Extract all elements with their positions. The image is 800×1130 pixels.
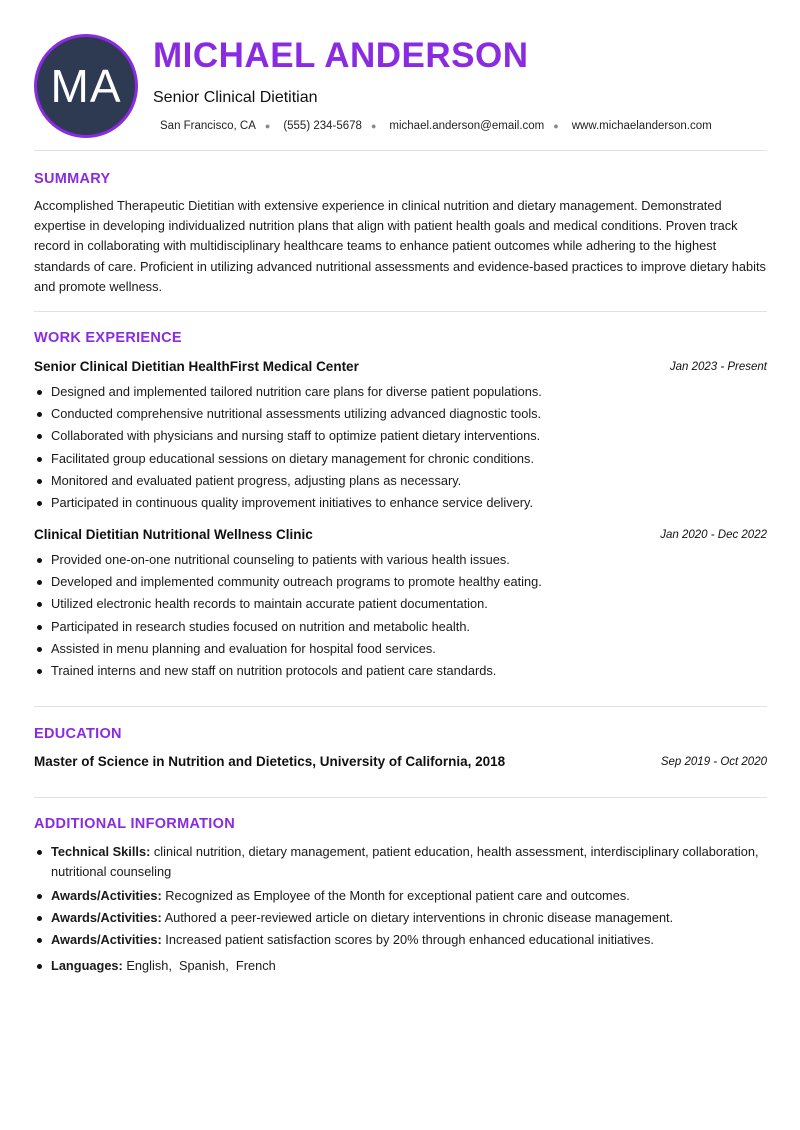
- contact-email[interactable]: michael.anderson@email.com: [389, 120, 545, 132]
- summary-text: Accomplished Therapeutic Dietitian with extensive experience in clinical nutrition and dietary management. Demonstrated expertise in developing individualized nutrition plans that align with patient health goals and medical conditions. Proven track record in collaborating with multidisciplinary healthcare teams to enhance patient outcomes while adhering to the highest standards of care. Proficient in utilizing advanced nutritional assessments and evidence-based practices to improve dietary habits and promote wellness.: [34, 198, 766, 294]
- contact-location: San Francisco, CA: [160, 120, 256, 132]
- list-item: Trained interns and new staff on nutrition protocols and patient care standards.: [34, 660, 769, 682]
- education-heading: EDUCATION: [34, 726, 122, 742]
- list-item: Utilized electronic health records to maintain accurate patient documentation.: [34, 593, 769, 615]
- list-item: Developed and implemented community outreach programs to promote healthy eating.: [34, 571, 769, 593]
- candidate-name: MICHAEL ANDERSON: [153, 36, 529, 75]
- list-item: Assisted in menu planning and evaluation for hospital food services.: [34, 638, 769, 660]
- separator-dot-icon: ●: [264, 121, 271, 131]
- item-text: Increased patient satisfaction scores by 20% through enhanced educational initiatives.: [161, 932, 654, 947]
- job-bullets: [34, 381, 769, 514]
- item-label: Awards/Activities:: [51, 910, 162, 925]
- divider: [34, 797, 767, 798]
- list-item: [34, 886, 769, 906]
- job-header: [34, 527, 767, 545]
- divider: [34, 150, 767, 151]
- education-dates: Sep 2019 - Oct 2020: [660, 756, 767, 768]
- item-label: Languages:: [51, 958, 123, 973]
- item-label: Technical Skills:: [51, 844, 151, 859]
- job-title: Clinical Dietitian Nutritional Wellness Clinic: [34, 527, 313, 542]
- item-text: Recognized as Employee of the Month for exceptional patient care and outcomes.: [161, 888, 630, 903]
- additional-list: [34, 842, 769, 976]
- item-label: Awards/Activities:: [51, 932, 162, 947]
- education-entry: [34, 754, 767, 772]
- job-dates: Jan 2023 - Present: [669, 361, 767, 373]
- job-bullets: [34, 549, 769, 682]
- experience-heading: WORK EXPERIENCE: [34, 330, 182, 346]
- list-item: [34, 842, 769, 882]
- candidate-title: Senior Clinical Dietitian: [153, 89, 318, 106]
- divider: [34, 706, 767, 707]
- list-item: Participated in continuous quality improvement initiatives to enhance service delivery.: [34, 492, 769, 514]
- item-text: Authored a peer-reviewed article on dietary interventions in chronic disease management.: [161, 910, 674, 925]
- contact-bar: [160, 120, 712, 132]
- list-item: Provided one-on-one nutritional counseling to patients with various health issues.: [34, 549, 769, 571]
- divider: [34, 311, 767, 312]
- separator-dot-icon: ●: [553, 121, 559, 131]
- list-item: Facilitated group educational sessions on dietary management for chronic conditions.: [34, 448, 769, 470]
- list-item: Participated in research studies focused on nutrition and metabolic health.: [34, 616, 769, 638]
- contact-phone: (555) 234-5678: [283, 120, 362, 132]
- list-item: [34, 930, 769, 950]
- job-title: Senior Clinical Dietitian HealthFirst Medical Center: [34, 359, 359, 374]
- list-item: [34, 908, 769, 928]
- avatar-initials: MA: [50, 60, 122, 112]
- item-text: English, Spanish, French: [122, 958, 276, 973]
- item-label: Awards/Activities:: [51, 888, 162, 903]
- additional-heading: ADDITIONAL INFORMATION: [34, 816, 235, 832]
- list-item: Collaborated with physicians and nursing staff to optimize patient dietary interventions.: [34, 425, 769, 447]
- item-text: clinical nutrition, dietary management, patient education, health assessment, interdisciplinary collaboration, nutritional counseling: [51, 844, 759, 879]
- list-item: Monitored and evaluated patient progress, adjusting plans as necessary.: [34, 470, 769, 492]
- contact-website[interactable]: www.michaelanderson.com: [571, 120, 712, 132]
- avatar: [34, 34, 138, 138]
- list-item: Designed and implemented tailored nutrition care plans for diverse patient populations.: [34, 381, 769, 403]
- separator-dot-icon: ●: [370, 121, 377, 131]
- list-item: Conducted comprehensive nutritional assessments utilizing advanced diagnostic tools.: [34, 403, 769, 425]
- degree: Master of Science in Nutrition and Dietetics, University of California, 2018: [34, 754, 506, 769]
- summary-heading: SUMMARY: [34, 171, 111, 187]
- list-item: [34, 956, 769, 976]
- job-dates: Jan 2020 - Dec 2022: [660, 529, 767, 541]
- job-header: [34, 359, 767, 377]
